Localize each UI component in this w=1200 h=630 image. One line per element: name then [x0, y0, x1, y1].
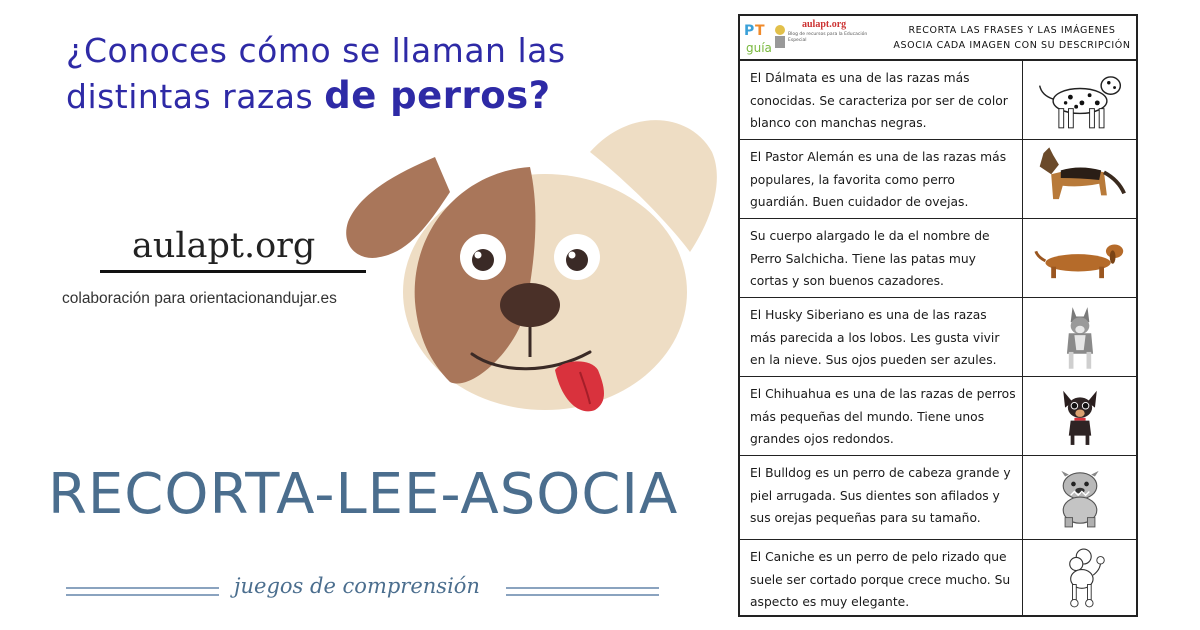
worksheet-row: [740, 456, 1136, 540]
dog-nose: [500, 283, 560, 327]
worksheet-row: [740, 61, 1136, 140]
collaboration-note: colaboración para orientacionandujar.es: [62, 290, 337, 307]
question-line-1: ¿Conoces cómo se llaman las: [66, 31, 566, 70]
instruction-line-2: ASOCIA CADA IMAGEN CON SU DESCRIPCIÓN: [893, 40, 1131, 51]
poodle-icon: [1052, 545, 1108, 611]
instruction-line-1: RECORTA LAS FRASES Y LAS IMÁGENES: [908, 25, 1116, 36]
row-description: El Caniche es un perro de pelo rizado que suele ser cortado porque crece mucho. Su aspecto es muy elegante.: [740, 540, 1023, 615]
worksheet-row: [740, 219, 1136, 298]
bulldog-icon: [1052, 464, 1108, 532]
worksheet-row: [740, 140, 1136, 219]
row-description: Su cuerpo alargado le da el nombre de Perro Salchicha. Tiene las patas muy cortas y son buenos cazadores.: [740, 219, 1023, 297]
page-question: [66, 28, 626, 119]
svg-text:P: P: [744, 23, 755, 39]
subtitle: juegos de comprensión: [234, 574, 480, 598]
site-name: aulapt.org: [132, 226, 316, 266]
husky-icon: [1052, 301, 1108, 373]
chihuahua-icon: [1052, 382, 1108, 450]
dalmatian-icon: [1032, 66, 1128, 134]
dog-face-illustration: [340, 112, 720, 422]
row-description: El Pastor Alemán es una de las razas más populares, la favorita como perro guardián. Buen cuidador de ovejas.: [740, 140, 1023, 218]
site-underline: [100, 270, 366, 273]
decor-line-left: [66, 587, 219, 596]
row-description: El Husky Siberiano es una de las razas más parecida a los lobos. Les gusta vivir en la nieve. Sus ojos pueden ser azules.: [740, 298, 1023, 376]
svg-text:guía: guía: [746, 41, 772, 55]
question-line-2b: de perros?: [324, 74, 551, 117]
dachshund-icon: [1032, 224, 1128, 292]
worksheet-row: [740, 540, 1136, 615]
worksheet-row: [740, 377, 1136, 456]
worksheet-preview: [738, 14, 1138, 617]
german-shepherd-icon: [1032, 145, 1128, 213]
decor-line-right: [506, 587, 659, 596]
question-line-2a: distintas razas: [66, 77, 325, 116]
worksheet-rows: [740, 61, 1136, 615]
ptguia-logo-icon: [742, 18, 792, 58]
svg-text:T: T: [755, 23, 765, 39]
worksheet-site-sub: Blog de recursos para la Educación Especial: [788, 32, 868, 43]
worksheet-site: aulapt.org: [802, 19, 847, 30]
row-description: El Bulldog es un perro de cabeza grande y piel arrugada. Sus dientes son afilados y sus orejas pequeñas para su tamaño.: [740, 456, 1023, 539]
worksheet-row: [740, 298, 1136, 377]
worksheet-header: [740, 16, 1136, 61]
row-description: El Chihuahua es una de las razas de perros más pequeñas del mundo. Tiene unos grandes ojos redondos.: [740, 377, 1023, 455]
row-description: El Dálmata es una de las razas más conocidas. Se caracteriza por ser de color blanco con manchas negras.: [740, 61, 1023, 139]
main-title: RECORTA-LEE-ASOCIA: [48, 462, 679, 527]
worksheet-instructions: [888, 23, 1136, 53]
